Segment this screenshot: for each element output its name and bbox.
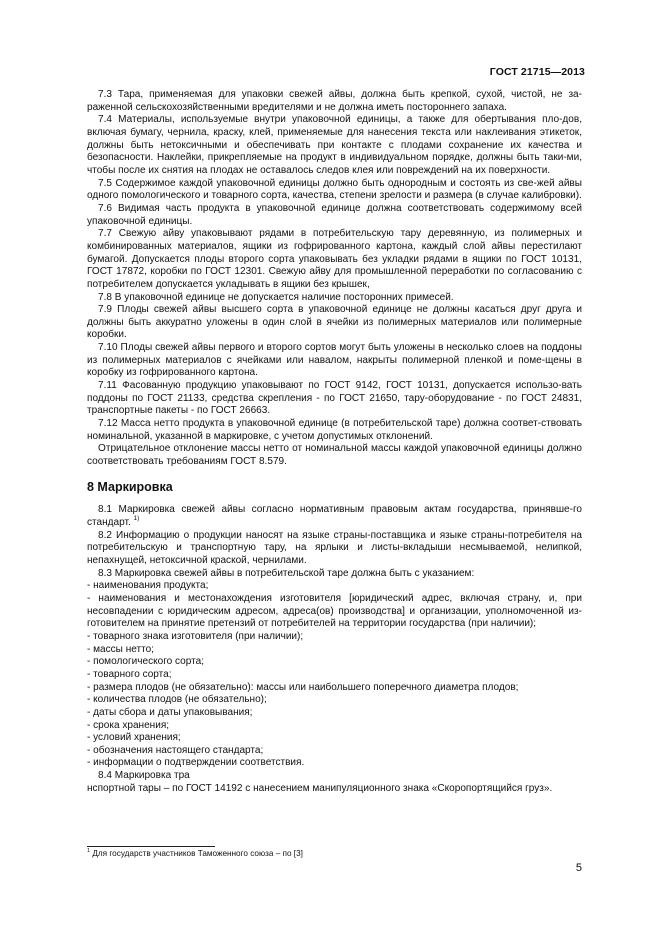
list-item: - массы нетто; bbox=[87, 643, 154, 655]
clause-8-3: 8.3 Маркировка свежей айвы в потребительской таре должна быть с указанием: bbox=[98, 567, 475, 579]
list-item: - срока хранения; bbox=[87, 719, 170, 731]
clause-7-6: 7.6 Видимая часть продукта в упаковочной единице должна соответствовать содержимому всей упаковочной единицы. bbox=[87, 202, 582, 227]
list-item: - обозначения настоящего стандарта; bbox=[87, 744, 264, 756]
footnote-divider bbox=[87, 846, 215, 847]
section-8-heading: 8 Маркировка bbox=[87, 479, 173, 494]
clause-7-9: 7.9 Плоды свежей айвы высшего сорта в упаковочной единице не должны касаться друг друга и должны быть аккуратно уложены в один слой в ячейки из полимерных материалов или полимерные коробки. bbox=[87, 304, 582, 341]
list-item: - количества плодов (не обязательно); bbox=[87, 694, 267, 706]
document-header: ГОСТ 21715—2013 bbox=[489, 66, 585, 78]
list-item: - товарного сорта; bbox=[87, 668, 172, 680]
list-item: - даты сбора и даты упаковывания; bbox=[87, 706, 253, 718]
clause-8-2: 8.2 Информацию о продукции наносят на языке страны-поставщика и языке страны-потребителя на потребительскую и транспортную тару, на ярлыки и листы-вкладыши несмываемой, нелипкой, непахнущей, нетоксичной краской, чернилами. bbox=[87, 529, 582, 566]
footnote-text: Для государств участников Таможенного союза – по [3] bbox=[90, 849, 303, 858]
clause-7-5: 7.5 Содержимое каждой упаковочной единицы должно быть однородным и состоять из све-жей айвы одного помологического и товарного сорта, качества, степени зрелости и размера (в случае калибровки). bbox=[87, 177, 582, 202]
list-item: - информации о подтверждении соответствия. bbox=[87, 757, 305, 769]
clause-8-4-continued: нспортной тары – по ГОСТ 14192 с нанесением манипуляционного знака «Скоропортящийся груз». bbox=[87, 782, 553, 794]
clause-7-8: 7.8 В упаковочной единице не допускается наличие посторонних примесей. bbox=[98, 291, 454, 303]
list-item: - размера плодов (не обязательно): массы или наибольшего поперечного диаметра плодов; bbox=[87, 681, 519, 693]
list-item: - условий хранения; bbox=[87, 732, 181, 744]
clause-8-1 bbox=[87, 504, 582, 529]
footnote-ref: 1) bbox=[133, 515, 140, 522]
list-item: - товарного знака изготовителя (при наличии); bbox=[87, 630, 304, 642]
clause-7-12-note: Отрицательное отклонение массы нетто от номинальной массы каждой упаковочной единицы должно соответствовать требованиям ГОСТ 8.579. bbox=[87, 443, 582, 468]
clause-8-1-text: 8.1 Маркировка свежей айвы согласно нормативным правовым актам государства, принявше-го стандарт. bbox=[87, 504, 582, 528]
footnote-mark: 1 bbox=[87, 848, 91, 854]
clause-7-7: 7.7 Свежую айву упаковывают рядами в потребительскую тару деревянную, из полимерных и комбинированных материалов, ящики из гофрированного картона, каждый слой айвы перестилают бумагой. Допускается плоды второго сорта упаковывать без укладки рядами в ящики по ГОСТ 10131, ГОСТ 17872, коробки по ГОСТ 12301. Свежую айву для промышленной переработки по согласованию с потребителем допускается укладывать в ящики без крышек, bbox=[87, 228, 582, 290]
clause-7-12: 7.12 Масса нетто продукта в упаковочной единице (в потребительской таре) должна соответ-ствовать номинальной, указанной в маркировке, с учетом допустимых отклонений. bbox=[87, 418, 582, 442]
footnote bbox=[87, 849, 303, 858]
clause-8-4: 8.4 Маркировка тра bbox=[98, 770, 190, 782]
clause-7-11: 7.11 Фасованную продукцию упаковывают по ГОСТ 9142, ГОСТ 10131, допускается использо-вать поддоны по ГОСТ 21133, средства скрепления - по ГОСТ 21650, тару-оборудование - по ГОСТ 24831, транспортные пакеты - по ГОСТ 26663. bbox=[87, 380, 582, 417]
list-item: - наименования продукта; bbox=[87, 580, 209, 592]
list-item: - наименования и местонахождения изготовителя [юридический адрес, включая страну, и, при несовпадении с юридическим адресом, адреса(ов) производства] и организации, уполномоченной из-готовителем на принятие претензий от потребителей на территории государства (при наличии); bbox=[87, 592, 582, 630]
clause-7-3: 7.3 Тара, применяемая для упаковки свежей айвы, должна быть крепкой, сухой, чистой, не за-раженной сельскохозяйственными вредителями и не должна иметь постороннего запаха. bbox=[87, 89, 582, 113]
clause-7-4: 7.4 Материалы, используемые внутри упаковочной единицы, а также для обертывания пло-дов, включая бумагу, чернила, краску, клей, применяемые для нанесения текста или наклеивания этикеток, должны быть нетоксичными и обеспечивать при контакте с плодами сохранение их качества и безопасности. Наклейки, прикрепляемые на продукт в индивидуальном порядке, должны быть таки-ми, чтобы после их снятия на плодах не оставалось следов клея или повреждений на их поверхности. bbox=[87, 114, 582, 176]
list-item: - помологического сорта; bbox=[87, 656, 205, 668]
page-number: 5 bbox=[575, 862, 582, 874]
document-body bbox=[87, 89, 582, 795]
clause-7-10: 7.10 Плоды свежей айвы первого и второго сортов могут быть уложены в несколько слоев на поддоны из полимерных материалов с ячейками или навалом, накрыты полимерной пленкой и поме-щены в коробку из гофрированного картона. bbox=[87, 342, 582, 379]
